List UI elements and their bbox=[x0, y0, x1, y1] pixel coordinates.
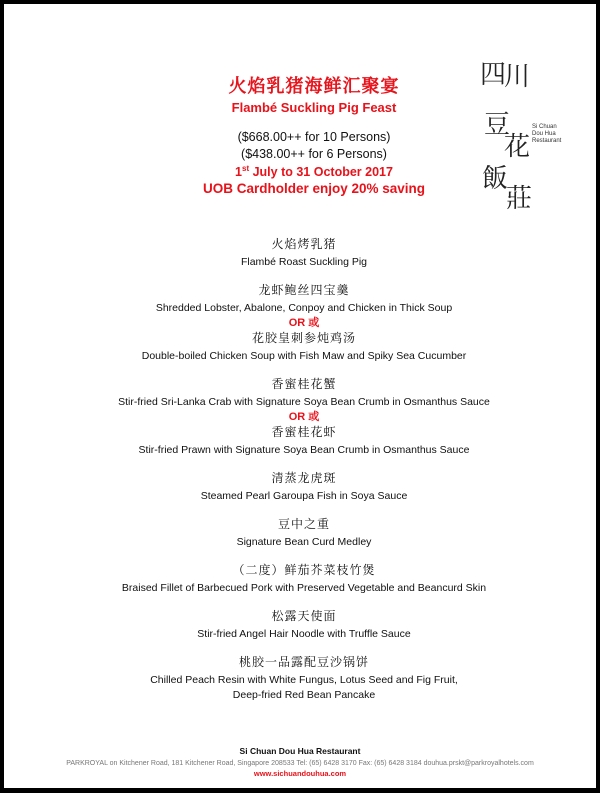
restaurant-logo bbox=[480, 54, 560, 224]
dish-english-line2: Deep-fried Red Bean Pancake bbox=[232, 689, 376, 701]
footer-restaurant-name: Si Chuan Dou Hua Restaurant bbox=[239, 746, 361, 756]
dish-english: Flambé Roast Suckling Pig bbox=[240, 256, 368, 268]
dish-chinese: 香蜜桂花蟹 bbox=[271, 377, 337, 391]
dish-alt-english: Stir-fried Prawn with Signature Soya Bean Crumb in Osmanthus Sauce bbox=[138, 444, 470, 456]
title-chinese: 火焰乳猪海鲜汇聚宴 bbox=[228, 76, 400, 97]
dish-english: Stir-fried Angel Hair Noodle with Truffle Sauce bbox=[197, 628, 411, 640]
dish-english: Braised Fillet of Barbecued Pork with Preserved Vegetable and Beancurd Skin bbox=[121, 582, 487, 594]
logo-char-2: 川 bbox=[504, 62, 531, 92]
dish-chinese: 豆中之重 bbox=[277, 517, 330, 531]
dates-ordinal: st bbox=[242, 164, 250, 173]
logo-caption-line2: Dou Hua bbox=[532, 131, 556, 137]
logo-caption bbox=[532, 124, 562, 145]
menu-courses bbox=[4, 236, 596, 715]
or-separator: OR 或 bbox=[288, 317, 320, 329]
dish-english: Stir-fried Sri-Lanka Crab with Signature Soya Bean Crumb in Osmanthus Sauce bbox=[118, 396, 490, 408]
logo-char-4: 花 bbox=[504, 132, 531, 162]
course-1 bbox=[4, 236, 596, 269]
promo-text: UOB Cardholder enjoy 20% saving bbox=[202, 181, 426, 197]
or-separator: OR 或 bbox=[288, 411, 320, 423]
dates-rest: July to 31 October 2017 bbox=[249, 165, 393, 180]
dish-english: Steamed Pearl Garoupa Fish in Soya Sauce bbox=[200, 490, 408, 502]
course-8 bbox=[4, 654, 596, 702]
footer-address: PARKROYAL on Kitchener Road, 181 Kitchener Road, Singapore 208533 Tel: (65) 6428 3170 Fax: (65) 6428 3184 douhua.prskt@parkroyalhotels.com bbox=[66, 760, 534, 767]
dish-english: Chilled Peach Resin with White Fungus, Lotus Seed and Fig Fruit, bbox=[150, 674, 458, 686]
menu-page bbox=[4, 4, 596, 788]
dish-chinese: 火焰烤乳猪 bbox=[271, 237, 337, 251]
logo-char-6: 莊 bbox=[506, 184, 533, 214]
dish-chinese: 清蒸龙虎斑 bbox=[271, 471, 337, 485]
course-2 bbox=[4, 282, 596, 363]
logo-caption-line1: Si Chuan bbox=[532, 124, 557, 130]
dish-chinese: 松露天使面 bbox=[271, 609, 337, 623]
dish-alt-chinese: 花胶皇刺参炖鸡汤 bbox=[251, 331, 356, 345]
price-10-persons: ($668.00++ for 10 Persons) bbox=[237, 130, 391, 144]
logo-char-5: 飯 bbox=[482, 164, 509, 194]
dates-day: 1 bbox=[235, 165, 242, 180]
price-6-persons: ($438.00++ for 6 Persons) bbox=[241, 147, 387, 161]
logo-char-1: 四 bbox=[480, 60, 507, 90]
dish-english: Shredded Lobster, Abalone, Conpoy and Chicken in Thick Soup bbox=[155, 302, 453, 314]
dish-english: Signature Bean Curd Medley bbox=[236, 536, 372, 548]
course-5 bbox=[4, 516, 596, 549]
dish-chinese: （二度）鲜茄芥菜枝竹煲 bbox=[232, 563, 376, 577]
footer-website-link[interactable]: www.sichuandouhua.com bbox=[253, 769, 347, 778]
page-footer bbox=[4, 746, 596, 779]
dish-chinese: 桃胶一品露配豆沙锅饼 bbox=[238, 655, 369, 669]
logo-char-3: 豆 bbox=[484, 110, 511, 140]
course-6 bbox=[4, 562, 596, 595]
dish-alt-chinese: 香蜜桂花虾 bbox=[271, 425, 337, 439]
course-4 bbox=[4, 470, 596, 503]
logo-caption-line3: Restaurant bbox=[532, 138, 562, 144]
course-7 bbox=[4, 608, 596, 641]
title-english: Flambé Suckling Pig Feast bbox=[231, 100, 397, 115]
dish-chinese: 龙虾鲍丝四宝羹 bbox=[258, 283, 350, 297]
course-3 bbox=[4, 376, 596, 457]
dish-alt-english: Double-boiled Chicken Soup with Fish Maw and Spiky Sea Cucumber bbox=[141, 350, 467, 362]
